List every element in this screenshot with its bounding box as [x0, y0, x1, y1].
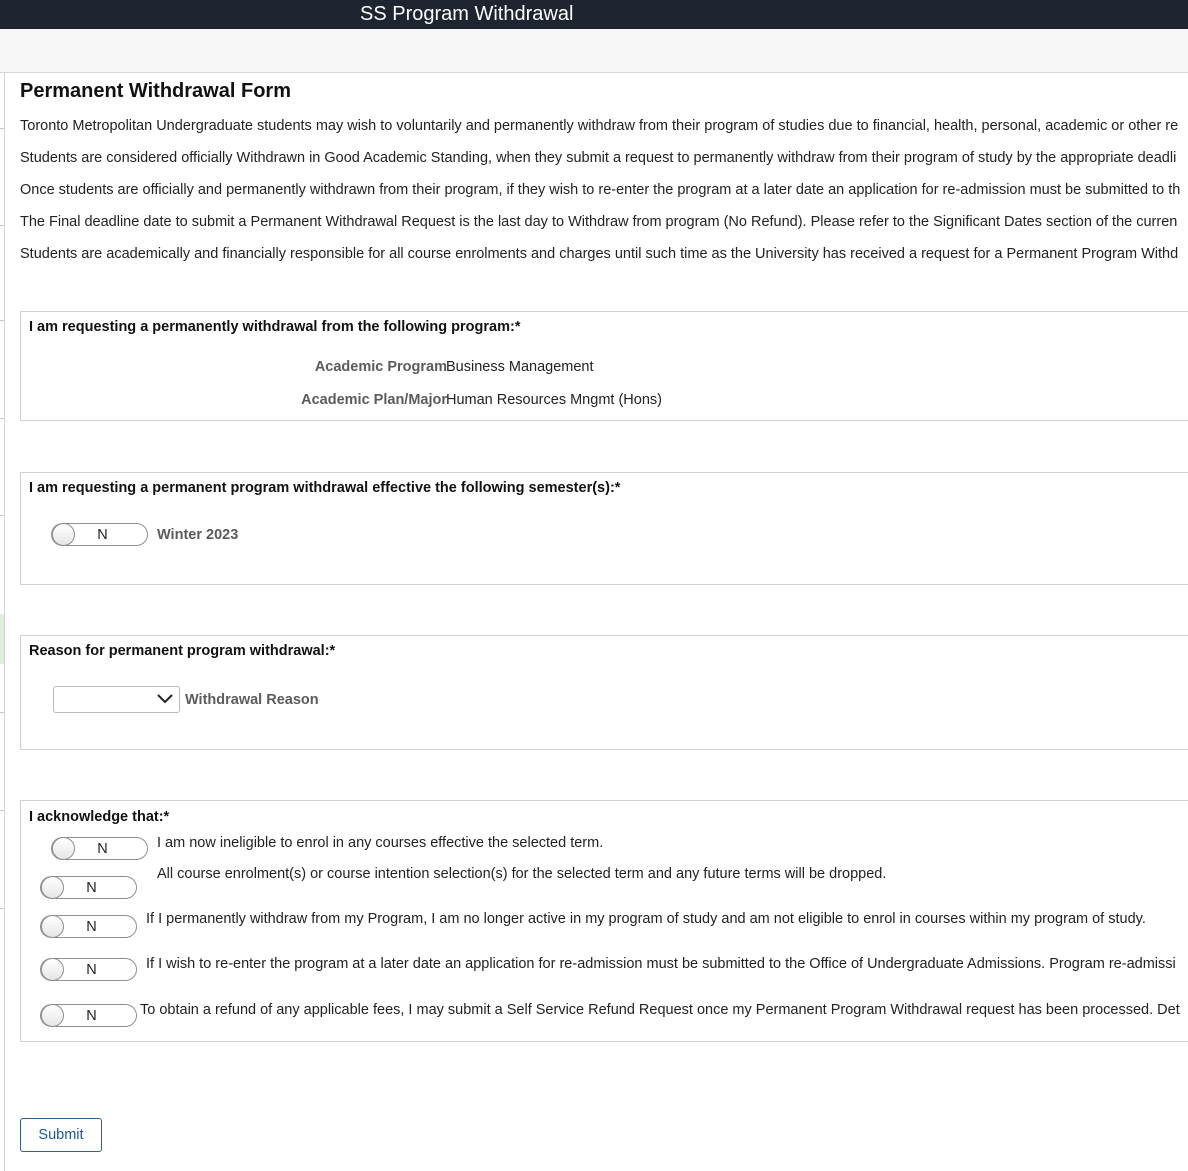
- toggle-value: N: [86, 919, 97, 935]
- left-tick: [0, 810, 4, 811]
- program-section-heading: I am requesting a permanently withdrawal from the following program:*: [29, 319, 521, 335]
- acknowledge-toggle-2[interactable]: [40, 876, 137, 899]
- acknowledge-text-5: To obtain a refund of any applicable fees, I may submit a Self Service Refund Request once my Permanent Program Withdrawal request has been processed. Det: [140, 1002, 1180, 1018]
- left-tick: [0, 320, 4, 321]
- left-selection-marker: [0, 614, 4, 664]
- toggle-value: N: [86, 880, 97, 896]
- semester-section-heading: I am requesting a permanent program withdrawal effective the following semester(s):*: [29, 480, 621, 496]
- acknowledge-text-3: If I permanently withdraw from my Program, I am no longer active in my program of study and am not eligible to enrol in courses within my program of study.: [146, 911, 1146, 927]
- left-tick: [0, 515, 4, 516]
- chevron-down-icon: [157, 694, 173, 704]
- academic-plan-value: Human Resources Mngmt (Hons): [446, 392, 662, 408]
- acknowledge-section: [20, 800, 1188, 1042]
- acknowledge-text-4: If I wish to re-enter the program at a later date an application for re-admission must be submitted to the Office of Undergraduate Admissions. Program re-admissi: [146, 956, 1176, 972]
- acknowledge-toggle-3[interactable]: [40, 915, 137, 938]
- toggle-value: N: [97, 527, 108, 543]
- academic-plan-label: Academic Plan/Major: [301, 392, 447, 408]
- intro-paragraph: The Final deadline date to submit a Permanent Withdrawal Request is the last day to Withdraw from program (No Refund). Please refer to the Significant Dates section of the curren: [20, 214, 1178, 230]
- academic-program-label: Academic Program: [314, 359, 447, 375]
- page-title: Permanent Withdrawal Form: [20, 80, 291, 102]
- semester-toggle[interactable]: [51, 523, 148, 546]
- intro-paragraph: Toronto Metropolitan Undergraduate students may wish to voluntarily and permanently withdraw from their program of studies due to financial, health, personal, academic or other re: [20, 118, 1179, 134]
- acknowledge-toggle-5[interactable]: [40, 1004, 137, 1027]
- left-tick: [0, 128, 4, 129]
- toggle-value: N: [86, 1008, 97, 1024]
- intro-paragraph: Once students are officially and permanently withdrawn from their program, if they wish to re-enter the program at a later date an application for re-admission must be submitted to th: [20, 182, 1181, 198]
- left-border-line: [4, 73, 5, 1171]
- withdrawal-reason-label: Withdrawal Reason: [185, 692, 319, 708]
- acknowledge-toggle-1[interactable]: [51, 837, 148, 860]
- window-title: SS Program Withdrawal: [360, 3, 574, 25]
- reason-section: [20, 635, 1188, 750]
- acknowledge-toggle-4[interactable]: [40, 958, 137, 981]
- toolbar: [0, 29, 1188, 73]
- left-tick: [0, 908, 4, 909]
- toggle-value: N: [97, 841, 108, 857]
- left-tick: [0, 418, 4, 419]
- acknowledge-section-heading: I acknowledge that:*: [29, 809, 170, 825]
- reason-section-heading: Reason for permanent program withdrawal:*: [29, 643, 336, 659]
- left-tick: [0, 712, 4, 713]
- submit-button[interactable]: Submit: [20, 1118, 102, 1152]
- intro-paragraph: Students are academically and financially responsible for all course enrolments and charges until such time as the University has received a request for a Permanent Program Withd: [20, 246, 1179, 262]
- left-tick: [0, 225, 4, 226]
- program-section: [20, 311, 1188, 421]
- semester-term-label: Winter 2023: [157, 527, 239, 543]
- toggle-value: N: [86, 962, 97, 978]
- semester-section: [20, 472, 1188, 585]
- window-titlebar: [0, 0, 1188, 29]
- acknowledge-text-1: I am now ineligible to enrol in any courses effective the selected term.: [157, 835, 604, 851]
- acknowledge-text-2: All course enrolment(s) or course intention selection(s) for the selected term and any future terms will be dropped.: [157, 866, 887, 882]
- intro-paragraph: Students are considered officially Withdrawn in Good Academic Standing, when they submit a request to permanently withdraw from their program of study by the appropriate deadli: [20, 150, 1177, 166]
- withdrawal-reason-select[interactable]: [53, 686, 180, 713]
- academic-program-value: Business Management: [446, 359, 594, 375]
